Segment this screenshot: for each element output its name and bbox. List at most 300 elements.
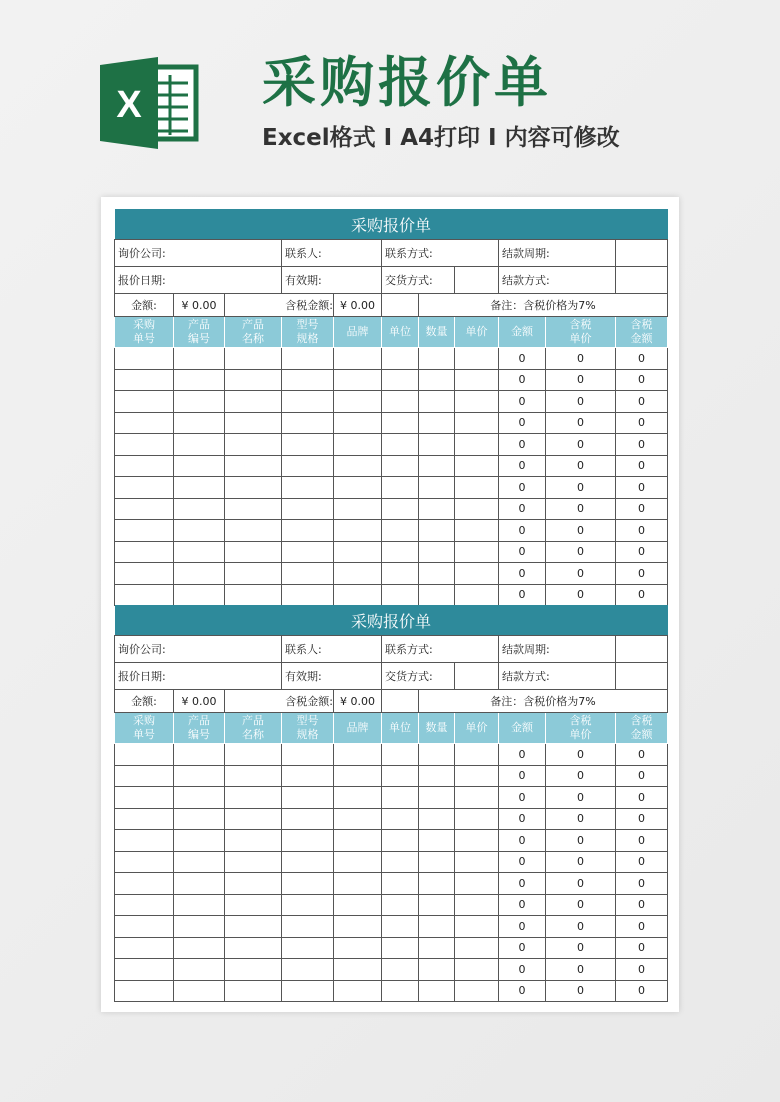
cell-product-code[interactable] xyxy=(174,498,225,520)
cell-amount[interactable]: 0 xyxy=(499,980,546,1002)
cell-purchase-no[interactable] xyxy=(115,584,174,606)
delivery-method-field[interactable]: 交货方式: xyxy=(382,267,455,294)
cell-brand[interactable] xyxy=(334,937,382,959)
cell-tax-unit-price[interactable]: 0 xyxy=(546,520,616,542)
cell-purchase-no[interactable] xyxy=(115,541,174,563)
cell-tax-unit-price[interactable]: 0 xyxy=(546,369,616,391)
cell-unit[interactable] xyxy=(382,477,419,499)
cell-purchase-no[interactable] xyxy=(115,980,174,1002)
cell-tax-amount[interactable]: 0 xyxy=(616,369,668,391)
cell-model-spec[interactable] xyxy=(282,541,334,563)
cell-unit[interactable] xyxy=(382,808,419,830)
contact-field[interactable]: 联系人: xyxy=(282,240,382,267)
cell-purchase-no[interactable] xyxy=(115,744,174,766)
cell-unit[interactable] xyxy=(382,498,419,520)
cell-model-spec[interactable] xyxy=(282,916,334,938)
cell-purchase-no[interactable] xyxy=(115,520,174,542)
cell-brand[interactable] xyxy=(334,348,382,370)
cell-model-spec[interactable] xyxy=(282,744,334,766)
cell-quantity[interactable] xyxy=(419,894,455,916)
cell-tax-unit-price[interactable]: 0 xyxy=(546,959,616,981)
cell-brand[interactable] xyxy=(334,808,382,830)
cell-tax-unit-price[interactable]: 0 xyxy=(546,348,616,370)
cell-amount[interactable]: 0 xyxy=(499,477,546,499)
cell-model-spec[interactable] xyxy=(282,937,334,959)
cell-purchase-no[interactable] xyxy=(115,455,174,477)
cell-tax-unit-price[interactable]: 0 xyxy=(546,477,616,499)
cell-product-code[interactable] xyxy=(174,873,225,895)
cell-product-code[interactable] xyxy=(174,959,225,981)
cell-brand[interactable] xyxy=(334,391,382,413)
cell-quantity[interactable] xyxy=(419,498,455,520)
cell-model-spec[interactable] xyxy=(282,959,334,981)
contact-field[interactable]: 联系人: xyxy=(282,636,382,663)
cell-brand[interactable] xyxy=(334,765,382,787)
cell-brand[interactable] xyxy=(334,916,382,938)
cell-amount[interactable]: 0 xyxy=(499,563,546,585)
cell-quantity[interactable] xyxy=(419,584,455,606)
cell-tax-unit-price[interactable]: 0 xyxy=(546,498,616,520)
cell-model-spec[interactable] xyxy=(282,584,334,606)
cell-purchase-no[interactable] xyxy=(115,851,174,873)
cell-model-spec[interactable] xyxy=(282,455,334,477)
note-text: 备注：含税价格为7% xyxy=(419,294,668,317)
cell-quantity[interactable] xyxy=(419,455,455,477)
cell-model-spec[interactable] xyxy=(282,520,334,542)
cell-tax-amount[interactable]: 0 xyxy=(616,434,668,456)
cell-quantity[interactable] xyxy=(419,787,455,809)
cell-product-code[interactable] xyxy=(174,916,225,938)
cell-purchase-no[interactable] xyxy=(115,391,174,413)
cell-unit-price[interactable] xyxy=(455,584,499,606)
cell-product-name[interactable] xyxy=(225,563,282,585)
cell-brand[interactable] xyxy=(334,787,382,809)
cell-tax-unit-price[interactable]: 0 xyxy=(546,916,616,938)
cell-purchase-no[interactable] xyxy=(115,765,174,787)
cell-product-code[interactable] xyxy=(174,412,225,434)
delivery-method-value[interactable] xyxy=(455,267,499,294)
cell-quantity[interactable] xyxy=(419,541,455,563)
cell-product-code[interactable] xyxy=(174,520,225,542)
cell-tax-unit-price[interactable]: 0 xyxy=(546,808,616,830)
cell-product-code[interactable] xyxy=(174,851,225,873)
cell-quantity[interactable] xyxy=(419,851,455,873)
cell-purchase-no[interactable] xyxy=(115,959,174,981)
cell-unit[interactable] xyxy=(382,455,419,477)
cell-quantity[interactable] xyxy=(419,959,455,981)
cell-model-spec[interactable] xyxy=(282,894,334,916)
cell-amount[interactable]: 0 xyxy=(499,541,546,563)
cell-quantity[interactable] xyxy=(419,434,455,456)
quote-date-field[interactable]: 报价日期: xyxy=(115,663,282,690)
cell-tax-amount[interactable]: 0 xyxy=(616,787,668,809)
payment-period-value[interactable] xyxy=(616,240,668,267)
cell-model-spec[interactable] xyxy=(282,851,334,873)
cell-tax-unit-price[interactable]: 0 xyxy=(546,563,616,585)
cell-tax-amount[interactable]: 0 xyxy=(616,916,668,938)
cell-unit[interactable] xyxy=(382,391,419,413)
cell-product-code[interactable] xyxy=(174,455,225,477)
cell-product-name[interactable] xyxy=(225,455,282,477)
cell-tax-amount[interactable]: 0 xyxy=(616,851,668,873)
cell-amount[interactable]: 0 xyxy=(499,765,546,787)
cell-purchase-no[interactable] xyxy=(115,830,174,852)
cell-product-name[interactable] xyxy=(225,369,282,391)
cell-purchase-no[interactable] xyxy=(115,937,174,959)
cell-amount[interactable]: 0 xyxy=(499,369,546,391)
cell-unit[interactable] xyxy=(382,830,419,852)
cell-amount[interactable]: 0 xyxy=(499,894,546,916)
amount-spacer xyxy=(382,690,419,713)
cell-purchase-no[interactable] xyxy=(115,477,174,499)
quote-date-field[interactable]: 报价日期: xyxy=(115,267,282,294)
cell-purchase-no[interactable] xyxy=(115,916,174,938)
payment-method-value[interactable] xyxy=(616,663,668,690)
cell-product-name[interactable] xyxy=(225,584,282,606)
cell-tax-unit-price[interactable]: 0 xyxy=(546,391,616,413)
cell-product-name[interactable] xyxy=(225,830,282,852)
cell-model-spec[interactable] xyxy=(282,765,334,787)
cell-quantity[interactable] xyxy=(419,808,455,830)
cell-product-code[interactable] xyxy=(174,391,225,413)
cell-unit[interactable] xyxy=(382,744,419,766)
cell-tax-unit-price[interactable]: 0 xyxy=(546,873,616,895)
cell-tax-amount[interactable]: 0 xyxy=(616,477,668,499)
cell-tax-amount[interactable]: 0 xyxy=(616,455,668,477)
cell-tax-amount[interactable]: 0 xyxy=(616,808,668,830)
cell-quantity[interactable] xyxy=(419,563,455,585)
amount-value[interactable]: ¥ 0.00 xyxy=(174,690,225,713)
cell-model-spec[interactable] xyxy=(282,498,334,520)
cell-product-name[interactable] xyxy=(225,808,282,830)
cell-brand[interactable] xyxy=(334,744,382,766)
cell-product-code[interactable] xyxy=(174,369,225,391)
cell-unit-price[interactable] xyxy=(455,434,499,456)
cell-purchase-no[interactable] xyxy=(115,412,174,434)
cell-unit[interactable] xyxy=(382,434,419,456)
cell-product-name[interactable] xyxy=(225,348,282,370)
cell-tax-amount[interactable]: 0 xyxy=(616,391,668,413)
cell-tax-unit-price[interactable]: 0 xyxy=(546,412,616,434)
cell-amount[interactable]: 0 xyxy=(499,873,546,895)
cell-quantity[interactable] xyxy=(419,348,455,370)
banner-title: 采购报价单 xyxy=(262,51,552,114)
cell-quantity[interactable] xyxy=(419,916,455,938)
cell-tax-amount[interactable]: 0 xyxy=(616,563,668,585)
cell-brand[interactable] xyxy=(334,455,382,477)
cell-product-name[interactable] xyxy=(225,980,282,1002)
cell-product-code[interactable] xyxy=(174,541,225,563)
cell-product-code[interactable] xyxy=(174,980,225,1002)
cell-unit-price[interactable] xyxy=(455,348,499,370)
cell-purchase-no[interactable] xyxy=(115,348,174,370)
payment-period-field[interactable]: 结款周期: xyxy=(499,636,616,663)
cell-model-spec[interactable] xyxy=(282,563,334,585)
cell-unit[interactable] xyxy=(382,520,419,542)
cell-purchase-no[interactable] xyxy=(115,498,174,520)
cell-unit-price[interactable] xyxy=(455,937,499,959)
cell-tax-amount[interactable]: 0 xyxy=(616,873,668,895)
cell-unit-price[interactable] xyxy=(455,744,499,766)
cell-amount[interactable]: 0 xyxy=(499,455,546,477)
cell-tax-amount[interactable]: 0 xyxy=(616,980,668,1002)
cell-product-name[interactable] xyxy=(225,744,282,766)
cell-brand[interactable] xyxy=(334,959,382,981)
cell-unit-price[interactable] xyxy=(455,369,499,391)
delivery-method-field[interactable]: 交货方式: xyxy=(382,663,455,690)
cell-purchase-no[interactable] xyxy=(115,873,174,895)
cell-unit[interactable] xyxy=(382,584,419,606)
cell-unit[interactable] xyxy=(382,916,419,938)
cell-product-name[interactable] xyxy=(225,412,282,434)
cell-unit-price[interactable] xyxy=(455,412,499,434)
cell-model-spec[interactable] xyxy=(282,369,334,391)
cell-unit[interactable] xyxy=(382,369,419,391)
validity-field[interactable]: 有效期: xyxy=(282,267,382,294)
cell-unit-price[interactable] xyxy=(455,808,499,830)
table-row xyxy=(115,787,668,809)
cell-purchase-no[interactable] xyxy=(115,894,174,916)
amount-value[interactable]: ¥ 0.00 xyxy=(174,294,225,317)
cell-unit[interactable] xyxy=(382,412,419,434)
quote-sheet-1 xyxy=(114,209,668,606)
cell-brand[interactable] xyxy=(334,520,382,542)
cell-unit-price[interactable] xyxy=(455,980,499,1002)
cell-brand[interactable] xyxy=(334,541,382,563)
cell-tax-amount[interactable]: 0 xyxy=(616,959,668,981)
cell-product-name[interactable] xyxy=(225,959,282,981)
cell-tax-unit-price[interactable]: 0 xyxy=(546,455,616,477)
cell-product-name[interactable] xyxy=(225,520,282,542)
cell-model-spec[interactable] xyxy=(282,808,334,830)
cell-model-spec[interactable] xyxy=(282,980,334,1002)
cell-tax-amount[interactable]: 0 xyxy=(616,937,668,959)
cell-tax-unit-price[interactable]: 0 xyxy=(546,744,616,766)
cell-product-name[interactable] xyxy=(225,391,282,413)
cell-tax-unit-price[interactable]: 0 xyxy=(546,541,616,563)
cell-model-spec[interactable] xyxy=(282,348,334,370)
cell-purchase-no[interactable] xyxy=(115,808,174,830)
cell-quantity[interactable] xyxy=(419,369,455,391)
cell-tax-unit-price[interactable]: 0 xyxy=(546,980,616,1002)
cell-amount[interactable]: 0 xyxy=(499,498,546,520)
cell-unit[interactable] xyxy=(382,765,419,787)
cell-product-code[interactable] xyxy=(174,808,225,830)
cell-quantity[interactable] xyxy=(419,830,455,852)
delivery-method-value[interactable] xyxy=(455,663,499,690)
payment-period-value[interactable] xyxy=(616,636,668,663)
payment-method-field[interactable]: 结款方式: xyxy=(499,663,616,690)
cell-quantity[interactable] xyxy=(419,744,455,766)
column-header-amount: 金额 xyxy=(499,713,546,744)
cell-product-code[interactable] xyxy=(174,563,225,585)
cell-unit[interactable] xyxy=(382,959,419,981)
cell-unit-price[interactable] xyxy=(455,830,499,852)
cell-unit-price[interactable] xyxy=(455,959,499,981)
cell-tax-amount[interactable]: 0 xyxy=(616,520,668,542)
cell-tax-unit-price[interactable]: 0 xyxy=(546,937,616,959)
cell-purchase-no[interactable] xyxy=(115,787,174,809)
cell-quantity[interactable] xyxy=(419,765,455,787)
cell-unit-price[interactable] xyxy=(455,916,499,938)
cell-unit-price[interactable] xyxy=(455,563,499,585)
cell-brand[interactable] xyxy=(334,980,382,1002)
cell-unit-price[interactable] xyxy=(455,787,499,809)
cell-unit[interactable] xyxy=(382,873,419,895)
cell-brand[interactable] xyxy=(334,412,382,434)
cell-tax-amount[interactable]: 0 xyxy=(616,348,668,370)
cell-brand[interactable] xyxy=(334,873,382,895)
table-row xyxy=(115,498,668,520)
cell-amount[interactable]: 0 xyxy=(499,916,546,938)
cell-unit-price[interactable] xyxy=(455,520,499,542)
cell-unit[interactable] xyxy=(382,348,419,370)
cell-quantity[interactable] xyxy=(419,980,455,1002)
cell-unit-price[interactable] xyxy=(455,851,499,873)
cell-unit[interactable] xyxy=(382,563,419,585)
cell-brand[interactable] xyxy=(334,563,382,585)
payment-method-field[interactable]: 结款方式: xyxy=(499,267,616,294)
cell-purchase-no[interactable] xyxy=(115,563,174,585)
cell-product-name[interactable] xyxy=(225,937,282,959)
cell-brand[interactable] xyxy=(334,894,382,916)
inquiry-company-field[interactable]: 询价公司: xyxy=(115,240,282,267)
cell-product-code[interactable] xyxy=(174,830,225,852)
cell-quantity[interactable] xyxy=(419,412,455,434)
cell-tax-amount[interactable]: 0 xyxy=(616,541,668,563)
cell-tax-amount[interactable]: 0 xyxy=(616,412,668,434)
cell-unit[interactable] xyxy=(382,851,419,873)
cell-product-name[interactable] xyxy=(225,477,282,499)
cell-amount[interactable]: 0 xyxy=(499,584,546,606)
tax-amount-value[interactable]: ¥ 0.00 xyxy=(334,294,382,317)
cell-unit-price[interactable] xyxy=(455,455,499,477)
cell-amount[interactable]: 0 xyxy=(499,959,546,981)
cell-product-code[interactable] xyxy=(174,765,225,787)
cell-quantity[interactable] xyxy=(419,873,455,895)
inquiry-company-field[interactable]: 询价公司: xyxy=(115,636,282,663)
cell-product-code[interactable] xyxy=(174,434,225,456)
cell-amount[interactable]: 0 xyxy=(499,787,546,809)
cell-amount[interactable]: 0 xyxy=(499,830,546,852)
cell-brand[interactable] xyxy=(334,830,382,852)
cell-unit-price[interactable] xyxy=(455,477,499,499)
cell-product-code[interactable] xyxy=(174,348,225,370)
contact-method-field[interactable]: 联系方式: xyxy=(382,240,499,267)
cell-amount[interactable]: 0 xyxy=(499,520,546,542)
cell-product-name[interactable] xyxy=(225,916,282,938)
cell-product-code[interactable] xyxy=(174,744,225,766)
cell-model-spec[interactable] xyxy=(282,830,334,852)
cell-brand[interactable] xyxy=(334,369,382,391)
cell-tax-amount[interactable]: 0 xyxy=(616,830,668,852)
cell-model-spec[interactable] xyxy=(282,873,334,895)
cell-tax-unit-price[interactable]: 0 xyxy=(546,765,616,787)
cell-unit-price[interactable] xyxy=(455,765,499,787)
cell-product-name[interactable] xyxy=(225,434,282,456)
cell-purchase-no[interactable] xyxy=(115,369,174,391)
cell-brand[interactable] xyxy=(334,498,382,520)
cell-unit[interactable] xyxy=(382,787,419,809)
cell-product-name[interactable] xyxy=(225,851,282,873)
cell-product-name[interactable] xyxy=(225,787,282,809)
cell-tax-amount[interactable]: 0 xyxy=(616,744,668,766)
cell-product-code[interactable] xyxy=(174,937,225,959)
cell-amount[interactable]: 0 xyxy=(499,744,546,766)
cell-quantity[interactable] xyxy=(419,520,455,542)
cell-purchase-no[interactable] xyxy=(115,434,174,456)
cell-tax-unit-price[interactable]: 0 xyxy=(546,584,616,606)
cell-model-spec[interactable] xyxy=(282,391,334,413)
cell-amount[interactable]: 0 xyxy=(499,808,546,830)
cell-amount[interactable]: 0 xyxy=(499,434,546,456)
cell-unit-price[interactable] xyxy=(455,894,499,916)
cell-unit[interactable] xyxy=(382,541,419,563)
cell-product-name[interactable] xyxy=(225,894,282,916)
cell-brand[interactable] xyxy=(334,851,382,873)
cell-product-code[interactable] xyxy=(174,787,225,809)
cell-amount[interactable]: 0 xyxy=(499,412,546,434)
contact-method-field[interactable]: 联系方式: xyxy=(382,636,499,663)
cell-brand[interactable] xyxy=(334,434,382,456)
payment-period-field[interactable]: 结款周期: xyxy=(499,240,616,267)
cell-amount[interactable]: 0 xyxy=(499,391,546,413)
cell-product-name[interactable] xyxy=(225,498,282,520)
cell-unit[interactable] xyxy=(382,980,419,1002)
cell-tax-unit-price[interactable]: 0 xyxy=(546,830,616,852)
payment-method-value[interactable] xyxy=(616,267,668,294)
cell-brand[interactable] xyxy=(334,584,382,606)
cell-tax-amount[interactable]: 0 xyxy=(616,894,668,916)
amount-spacer xyxy=(382,294,419,317)
column-header-row xyxy=(115,713,668,744)
cell-tax-unit-price[interactable]: 0 xyxy=(546,851,616,873)
cell-model-spec[interactable] xyxy=(282,477,334,499)
cell-model-spec[interactable] xyxy=(282,787,334,809)
cell-amount[interactable]: 0 xyxy=(499,348,546,370)
validity-field[interactable]: 有效期: xyxy=(282,663,382,690)
cell-quantity[interactable] xyxy=(419,391,455,413)
cell-product-code[interactable] xyxy=(174,584,225,606)
cell-product-name[interactable] xyxy=(225,541,282,563)
cell-quantity[interactable] xyxy=(419,937,455,959)
cell-quantity[interactable] xyxy=(419,477,455,499)
cell-unit[interactable] xyxy=(382,937,419,959)
cell-brand[interactable] xyxy=(334,477,382,499)
tax-amount-value[interactable]: ¥ 0.00 xyxy=(334,690,382,713)
cell-model-spec[interactable] xyxy=(282,412,334,434)
cell-product-code[interactable] xyxy=(174,477,225,499)
cell-product-name[interactable] xyxy=(225,765,282,787)
cell-unit[interactable] xyxy=(382,894,419,916)
cell-unit-price[interactable] xyxy=(455,498,499,520)
cell-product-name[interactable] xyxy=(225,873,282,895)
cell-model-spec[interactable] xyxy=(282,434,334,456)
cell-tax-amount[interactable]: 0 xyxy=(616,584,668,606)
cell-tax-unit-price[interactable]: 0 xyxy=(546,434,616,456)
cell-amount[interactable]: 0 xyxy=(499,937,546,959)
table-row xyxy=(115,830,668,852)
cell-tax-unit-price[interactable]: 0 xyxy=(546,787,616,809)
cell-product-code[interactable] xyxy=(174,894,225,916)
cell-amount[interactable]: 0 xyxy=(499,851,546,873)
cell-tax-amount[interactable]: 0 xyxy=(616,498,668,520)
cell-unit-price[interactable] xyxy=(455,541,499,563)
cell-tax-unit-price[interactable]: 0 xyxy=(546,894,616,916)
cell-unit-price[interactable] xyxy=(455,873,499,895)
cell-tax-amount[interactable]: 0 xyxy=(616,765,668,787)
cell-unit-price[interactable] xyxy=(455,391,499,413)
